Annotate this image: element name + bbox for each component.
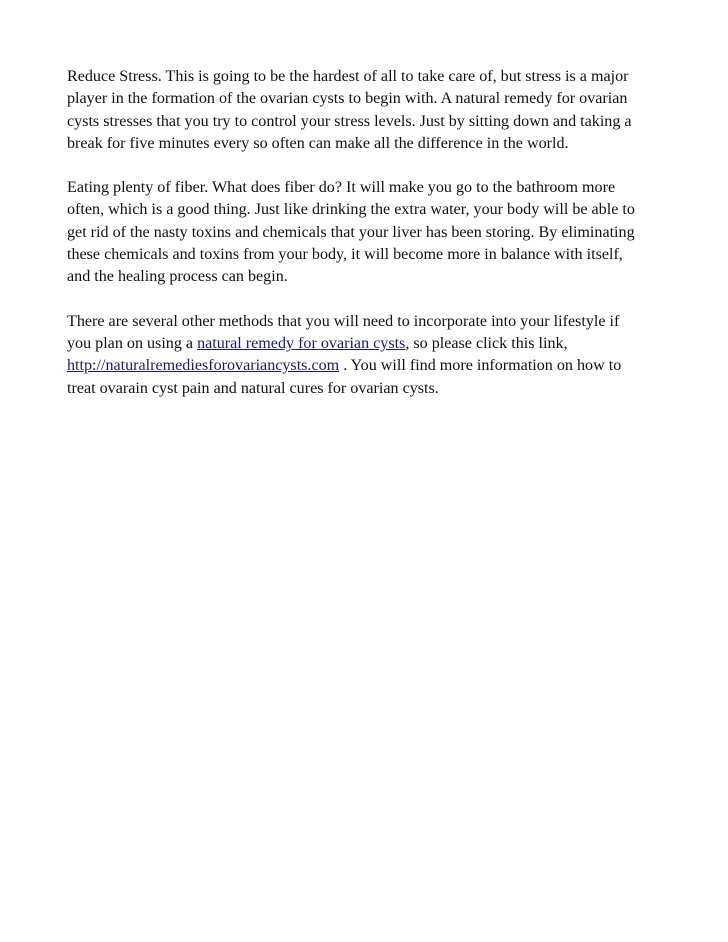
text-line: cysts stresses that you try to control your stress levels. Just by sitting down and taking a [67,112,632,130]
natural-remedy-link[interactable]: natural remedy for ovarian cysts [197,334,406,352]
text-line [67,355,667,377]
website-url-link[interactable]: http://naturalremediesforovariancysts.com [67,357,340,375]
text-line: Reduce Stress. This is going to be the hardest of all to take care of, but stress is a major [67,68,629,85]
paragraph-reduce-stress [67,66,667,155]
text-line [67,333,667,355]
text-segment: . You will find more information on how to [339,357,622,375]
text-line: Eating plenty of fiber. What does fiber do? It will make you go to the bathroom more [67,179,616,197]
text-segment: , so please click this link, [405,334,568,352]
text-line: get rid of the nasty toxins and chemicals that your liver has been storing. By eliminating [67,223,635,241]
text-line: treat ovarain cyst pain and natural cures for ovarian cysts. [67,379,439,397]
text-line: player in the formation of the ovarian cysts to begin with. A natural remedy for ovarian [67,90,628,108]
text-line: often, which is a good thing. Just like drinking the extra water, your body will be able to [67,201,635,219]
text-line: There are several other methods that you will need to incorporate into your lifestyle if [67,312,620,330]
text-line: break for five minutes every so often can make all the difference in the world. [67,134,569,152]
paragraph-other-methods [67,311,667,400]
paragraph-eating-fiber [67,177,667,288]
document-body [67,66,667,422]
text-segment: you plan on using a [67,334,198,352]
text-line: these chemicals and toxins from your body, it will become more in balance with itself, [67,246,623,264]
text-line: and the healing process can begin. [67,268,288,286]
